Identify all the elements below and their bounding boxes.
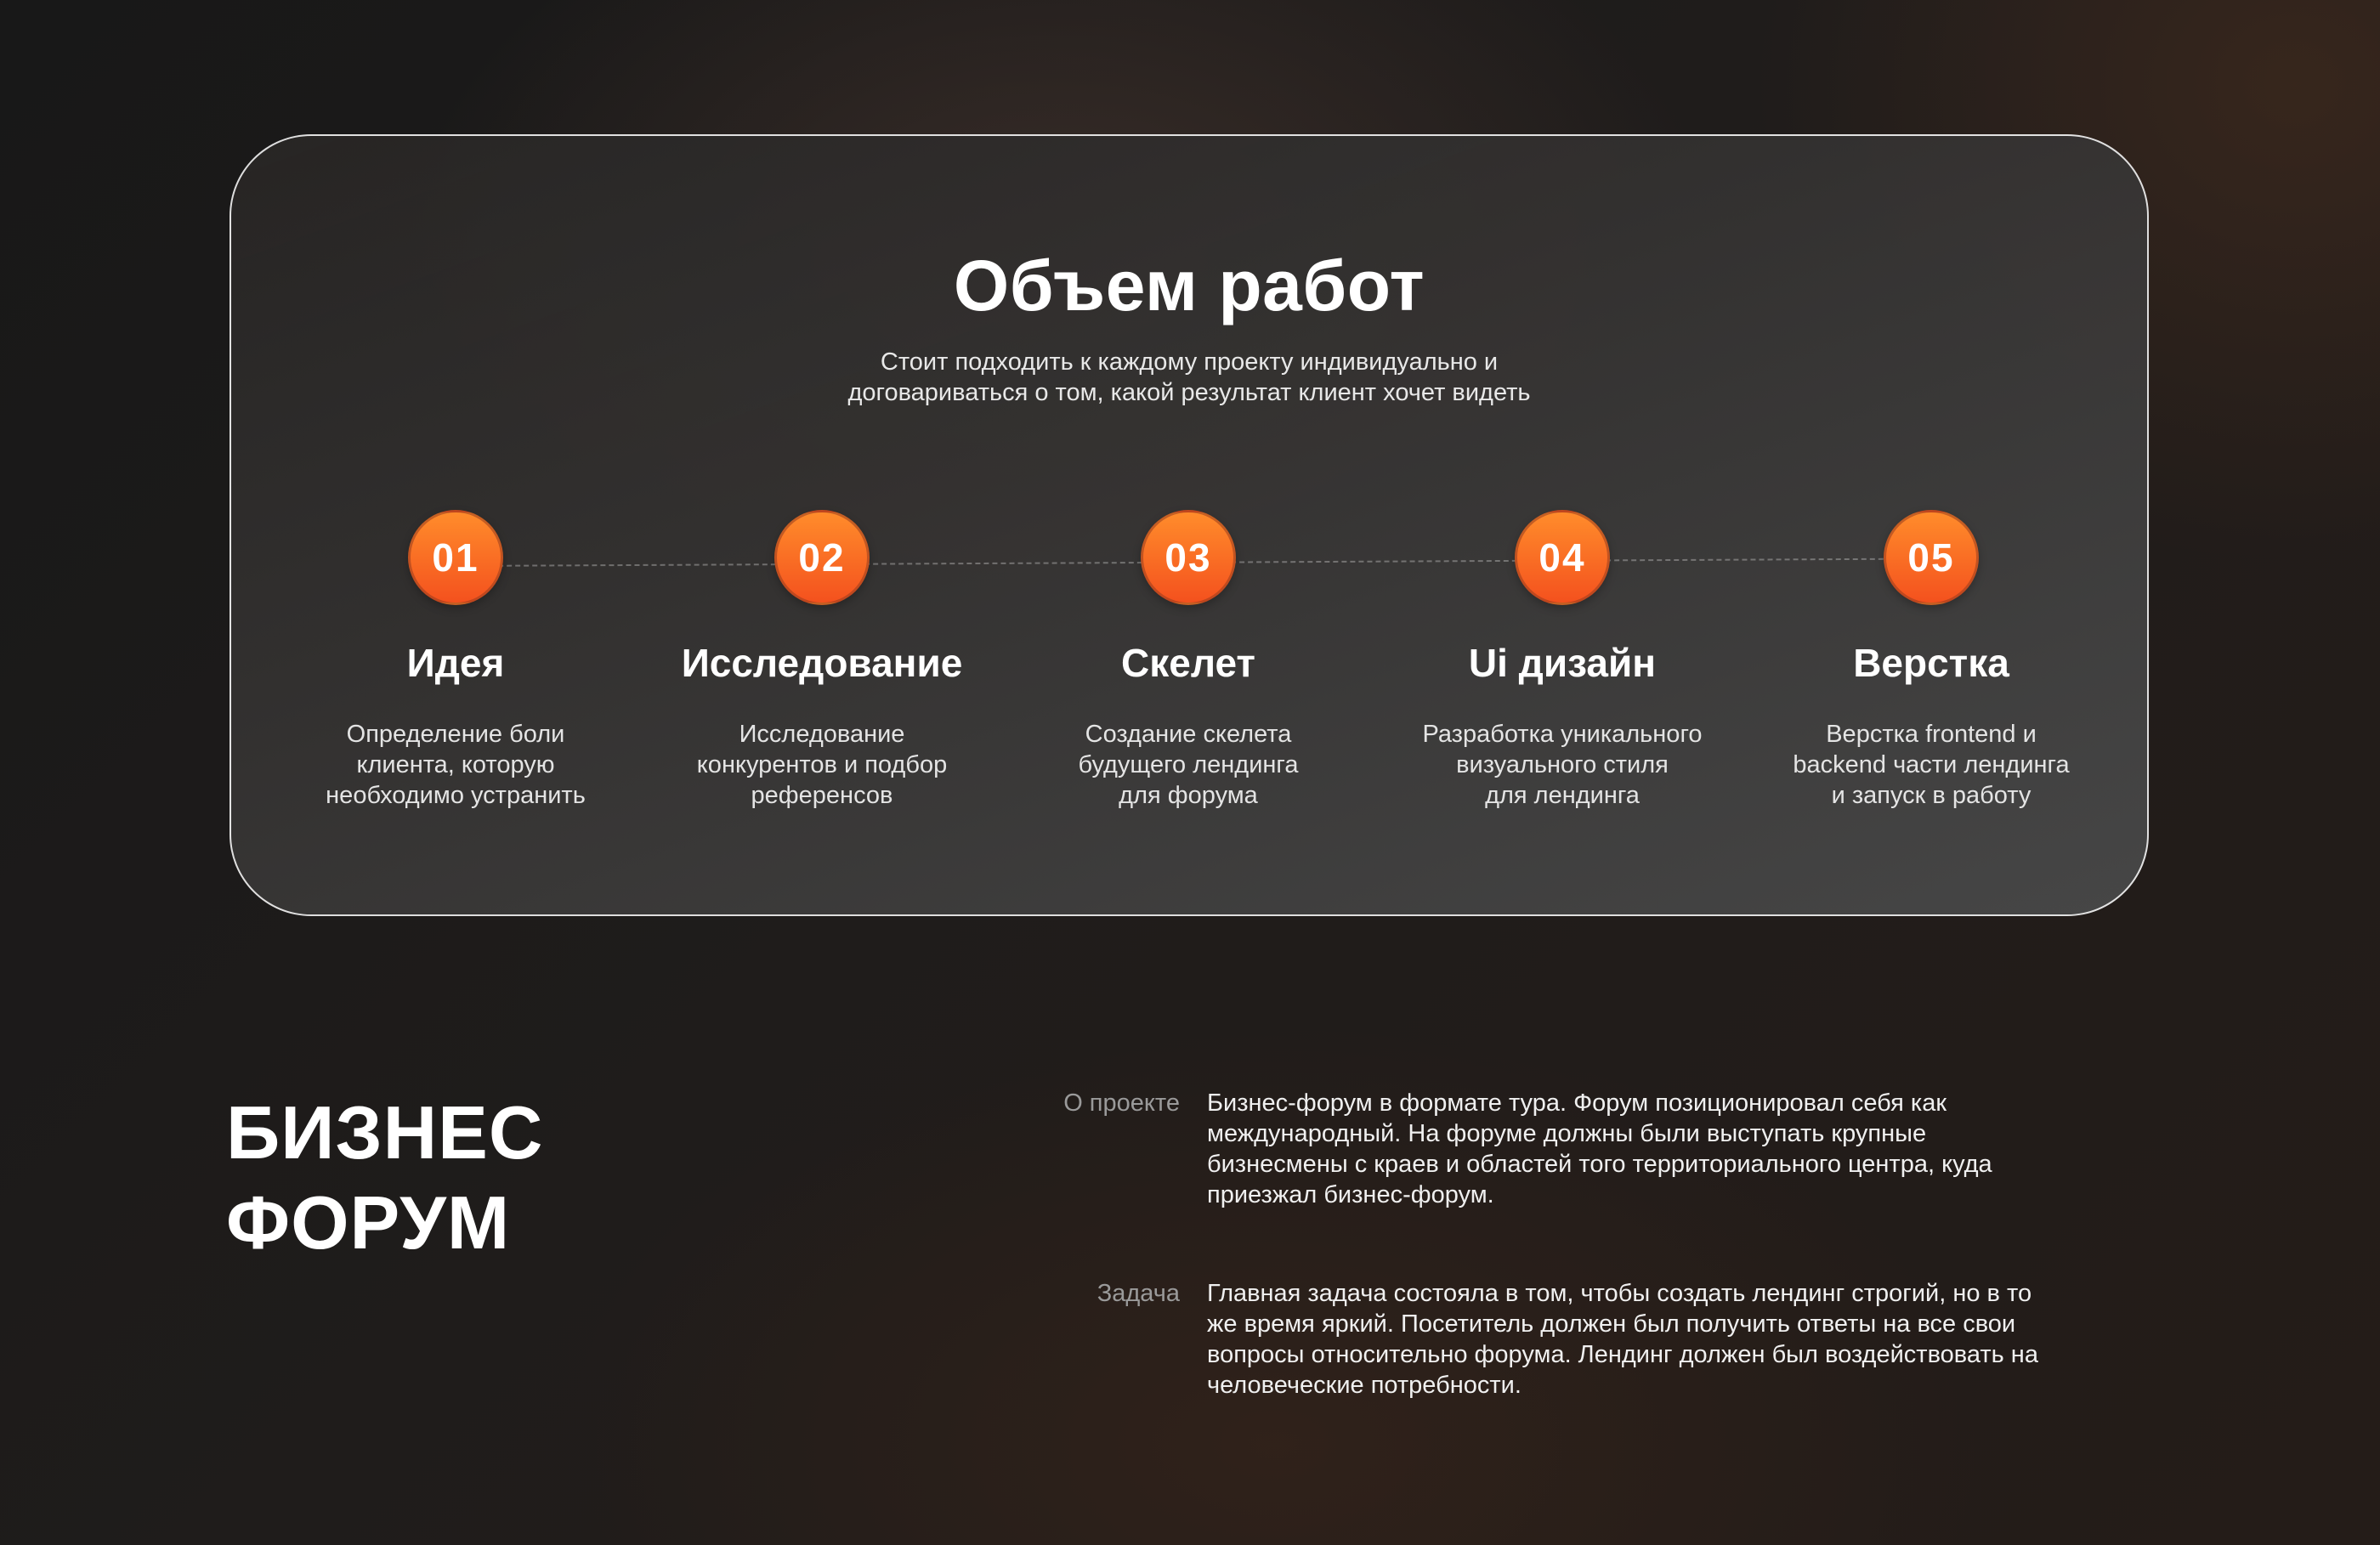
- step-description-line: для лендинга: [1485, 782, 1640, 809]
- step-description: [1392, 719, 1732, 811]
- step-ui-design: [1392, 510, 1732, 811]
- step-description-line: референсов: [751, 782, 893, 809]
- step-skeleton: [1018, 510, 1358, 811]
- scope-subtitle-line: договариваться о том, какой результат клиент хочет видеть: [847, 379, 1531, 406]
- about-project-label: О проекте: [1063, 1089, 1180, 1117]
- project-name-line: ФОРУМ: [226, 1180, 511, 1265]
- step-description: [1761, 719, 2101, 811]
- step-title: Исследование: [681, 641, 963, 685]
- task-text: [1207, 1278, 2125, 1401]
- step-description-line: будущего лендинга: [1078, 751, 1299, 778]
- about-project-line: международный. На форуме должны были выступать крупные: [1207, 1120, 1927, 1147]
- scope-subtitle: [231, 347, 2147, 408]
- task-line: же время яркий. Посетитель должен был получить ответы на все свои: [1207, 1310, 2016, 1338]
- step-description-line: Исследование: [739, 721, 905, 748]
- step-number-badge: 02: [774, 510, 870, 605]
- step-markup: [1761, 510, 2101, 811]
- step-number-badge: 04: [1515, 510, 1610, 605]
- step-number-badge: 05: [1884, 510, 1979, 605]
- about-project-line: бизнесмены с краев и областей того территориального центра, куда: [1207, 1151, 1992, 1178]
- about-project-line: Бизнес-форум в формате тура. Форум позиционировал себя как: [1207, 1089, 1947, 1117]
- step-number-badge: 03: [1141, 510, 1236, 605]
- step-description: [652, 719, 992, 811]
- about-project-line: приезжал бизнес-форум.: [1207, 1181, 1494, 1208]
- step-description-line: визуального стиля: [1456, 751, 1669, 778]
- step-description-line: backend части лендинга: [1793, 751, 2070, 778]
- step-description-line: Разработка уникального: [1422, 721, 1703, 748]
- project-name-line: БИЗНЕС: [226, 1090, 544, 1174]
- task-line: Главная задача состояла в том, чтобы создать лендинг строгий, но в то: [1207, 1280, 2032, 1307]
- step-research: [652, 510, 992, 811]
- about-project-text: [1207, 1088, 2125, 1210]
- scope-title: Объем работ: [953, 246, 1425, 325]
- step-description-line: для форума: [1119, 782, 1258, 809]
- step-description-line: конкурентов и подбор: [696, 751, 948, 778]
- step-title: Идея: [406, 641, 505, 685]
- step-description-line: Создание скелета: [1085, 721, 1292, 748]
- task-line: человеческие потребности.: [1207, 1372, 1522, 1399]
- project-name: [226, 1088, 543, 1268]
- step-description-line: клиента, которую: [356, 751, 555, 778]
- scope-subtitle-line: Стоит подходить к каждому проекту индивидуально и: [880, 348, 1499, 376]
- step-description-line: и запуск в работу: [1831, 782, 2032, 809]
- step-title: Скелет: [1121, 641, 1255, 685]
- step-idea: [286, 510, 626, 811]
- step-title: Верстка: [1853, 641, 2009, 685]
- step-number-badge: 01: [408, 510, 503, 605]
- step-description-line: Определение боли: [346, 721, 565, 748]
- task-line: вопросы относительно форума. Лендинг должен был воздействовать на: [1207, 1341, 2038, 1368]
- task-label: Задача: [1096, 1280, 1180, 1307]
- step-description: [1018, 719, 1358, 811]
- scope-of-work-card: [230, 134, 2149, 916]
- step-description: [286, 719, 626, 811]
- step-description-line: необходимо устранить: [326, 782, 586, 809]
- step-description-line: Верстка frontend и: [1826, 721, 2037, 748]
- step-title: Ui дизайн: [1468, 641, 1657, 685]
